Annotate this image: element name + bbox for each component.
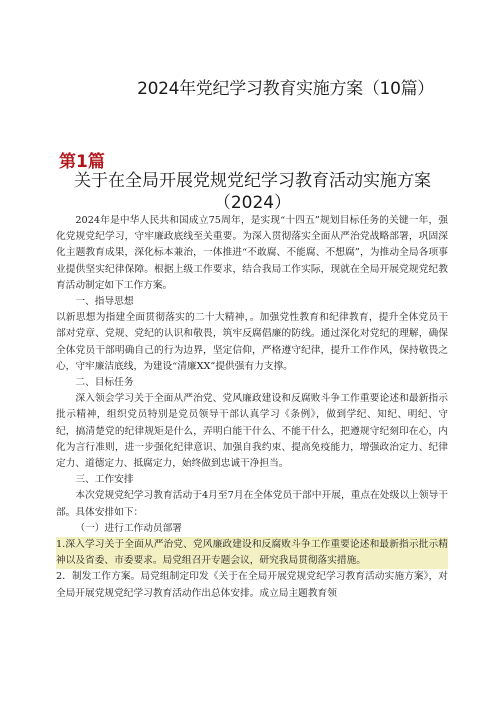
section-title: 关于在全局开展党规党纪学习教育活动实施方案（2024） bbox=[74, 171, 431, 213]
list-item-1: 1.深入学习关于全面从严治党、党风廉政建设和反腐败斗争工作重要论述和最新指示批示精神以及省委、市委要求。局党组召开专题会议，研究我局贯彻落实措施。 bbox=[56, 537, 448, 569]
list-item-2: 2．制发工作方案。局党组制定印发《关于在全局开展党规党纪学习教育活动实施方案》，对全局开展党规党纪学习教育活动作出总体安排。成立局主题教育领 bbox=[56, 571, 448, 599]
heading-goals: 二、目标任务 bbox=[75, 377, 134, 389]
paragraph-work-arrangement: 本次党规党纪学习教育活动于4月至7月在全体党员干部中开展，重点在处级以上领导干部。具体安排如下： bbox=[56, 490, 448, 518]
heading-work-arrangement: 三、工作安排 bbox=[75, 474, 134, 486]
subheading-mobilization: （一）进行工作动员部署 bbox=[75, 522, 182, 534]
heading-guiding-ideology: 一、指导思想 bbox=[75, 296, 134, 308]
paragraph-guiding-ideology: 以新思想为指建全面贯彻落实的二十大精神，。加强党性教育和纪律教育，提升全体党员干部对党章、党规、党纪的认识和敬畏，筑牢反腐倡廉的防线。通过深化对党纪的理解，确保全体党员干部明确自己的行为边界，坚定信仰，严格遵守纪律，提升工作作风，保持敬畏之心，守牢廉洁底线，为建设“清廉XX”提供强有力支撑。 bbox=[56, 312, 448, 372]
document-body bbox=[56, 213, 448, 602]
paragraph-intro: 2024年是中华人民共和国成立75周年，是实现“十四五”规划目标任务的关键一年，强化党规党纪学习，守牢廉政底线至关重要。为深入贯彻落实全面从严治党战略部署，巩固深化主题教育成果，深化标本兼治，一体推进“不敢腐、不能腐、不想腐”，为推动全局各项事业提供坚实纪律保障。根据上级工作要求，结合我局工作实际，现就在全局开展党规党纪教育活动制定如下工作方案。 bbox=[56, 215, 448, 291]
document-title: 2024年党纪学习教育实施方案（10篇） bbox=[137, 79, 434, 99]
paragraph-goals: 深入领会学习关于全面从严治党、党风廉政建设和反腐败斗争工作重要论述和最新指示批示精神，组织党员特别是党员领导干部认真学习《条例》，做到学纪、知纪、明纪、守纪，搞清楚党的纪律规矩是什么，弄明白能干什么、不能干什么，把遵规守纪刻印在心，内化为言行准则，进一步强化纪律意识、加强自我约束、提高免疫能力，增强政治定力、纪律定力、道德定力、抵腐定力，始终做到忠诚干净担当。 bbox=[56, 393, 448, 470]
section-number: 第1篇 bbox=[59, 152, 105, 172]
